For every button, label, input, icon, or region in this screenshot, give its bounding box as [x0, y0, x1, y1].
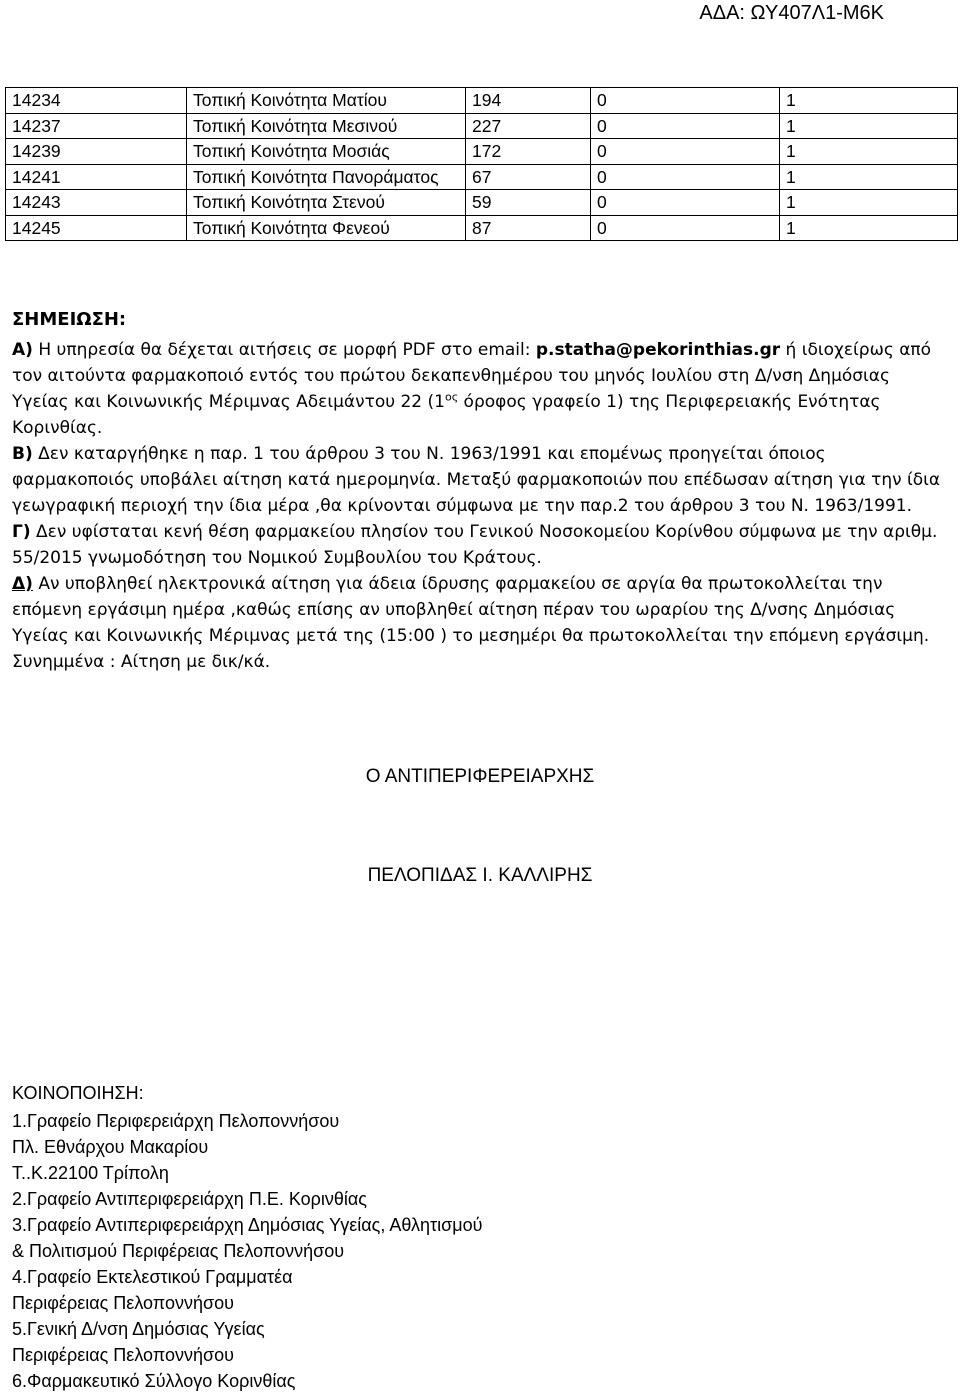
- attachments-line: Συνημμένα : Αίτηση με δικ/κά.: [12, 652, 271, 672]
- note-a-sup: ος: [444, 390, 459, 404]
- table-row: [6, 164, 958, 190]
- table-cell: 14239: [6, 139, 187, 165]
- table-cell: 87: [466, 215, 591, 241]
- table-cell: 0: [591, 113, 780, 139]
- notes-section: [12, 307, 947, 675]
- ada-header: ΑΔΑ: ΩΥ407Λ1-Μ6Κ: [699, 2, 884, 24]
- table-cell: 0: [591, 190, 780, 216]
- table-cell: 227: [466, 113, 591, 139]
- table-cell: 0: [591, 215, 780, 241]
- note-a-label: Α): [12, 340, 33, 360]
- distribution-line: 2.Γραφείο Αντιπεριφερειάρχη Π.Ε. Κορινθίας: [12, 1189, 367, 1209]
- distribution-title: ΚΟΙΝΟΠΟΙΗΣΗ:: [12, 1083, 144, 1103]
- table-cell: 0: [591, 88, 780, 114]
- table-cell: 14245: [6, 215, 187, 241]
- table-cell: Τοπική Κοινότητα Πανοράματος: [187, 164, 466, 190]
- table-cell: Τοπική Κοινότητα Μεσινού: [187, 113, 466, 139]
- distribution-line: 1.Γραφείο Περιφερειάρχη Πελοποννήσου: [12, 1111, 340, 1131]
- note-b-label: Β): [12, 444, 33, 464]
- signature-role: Ο ΑΝΤΙΠΕΡΙΦΕΡΕΙΑΡΧΗΣ: [365, 766, 595, 787]
- table-cell: 1: [780, 190, 958, 216]
- table-cell: 194: [466, 88, 591, 114]
- table-cell: Τοπική Κοινότητα Ματίου: [187, 88, 466, 114]
- table-cell: Τοπική Κοινότητα Στενού: [187, 190, 466, 216]
- distribution-line: 5.Γενική Δ/νση Δημόσιας Υγείας: [12, 1319, 265, 1339]
- table-cell: 172: [466, 139, 591, 165]
- table-cell: 14237: [6, 113, 187, 139]
- note-a-text2: ή ιδιοχείρως από τον αιτούντα φαρμακοποιό εντός του πρώτου δεκαπενθημέρου του μηνός Ιουλίου στη Δ/νση Δημόσιας Υγείας και Κοινωνικής Μέριμνας Αδειμάντου 22 (1: [12, 340, 932, 412]
- table-row: [6, 88, 958, 114]
- table-row: [6, 113, 958, 139]
- distribution-line: 6.Φαρμακευτικό Σύλλογο Κορινθίας: [12, 1371, 296, 1391]
- distribution-list: [12, 1080, 483, 1394]
- table-row: [6, 139, 958, 165]
- email-link[interactable]: p.statha@pekorinthias.gr: [535, 340, 781, 360]
- table-cell: 0: [591, 164, 780, 190]
- table-row: [6, 215, 958, 241]
- table-cell: 1: [780, 139, 958, 165]
- table-cell: 0: [591, 139, 780, 165]
- note-c-text: Δεν υφίσταται κενή θέση φαρμακείου πλησίον του Γενικού Νοσοκομείου Κορίνθου σύμφωνα με την αριθμ. 55/2015 γνωμοδότηση του Νομικού Συμβουλίου του Κράτους.: [12, 522, 938, 568]
- distribution-line: Περιφέρειας Πελοποννήσου: [12, 1293, 234, 1313]
- distribution-line: & Πολιτισμού Περιφέρειας Πελοποννήσου: [12, 1241, 345, 1261]
- table-cell: 67: [466, 164, 591, 190]
- note-a-text3: όροφος γραφείο 1) της Περιφερειακής Ενότητας Κορινθίας.: [12, 392, 881, 438]
- distribution-line: Περιφέρειας Πελοποννήσου: [12, 1345, 234, 1365]
- distribution-line: Τ..Κ.22100 Τρίπολη: [12, 1163, 169, 1183]
- table-cell: 1: [780, 113, 958, 139]
- note-b-text: Δεν καταργήθηκε η παρ. 1 του άρθρου 3 του Ν. 1963/1991 και επομένως προηγείται όποιος φαρμακοποιός υποβάλει αίτηση κατά ημερομηνία. Μεταξύ φαρμακοποιών που επέδωσαν αίτηση για την ίδια γεωγραφική περιοχή την ίδια μέρα ,θα κρίνονται σύμφωνα με την παρ.2 του άρθρου 3 του Ν. 1963/1991.: [12, 444, 941, 516]
- signature-name: ΠΕΛΟΠΙΔΑΣ Ι. ΚΑΛΛΙΡΗΣ: [367, 865, 593, 886]
- table-row: [6, 190, 958, 216]
- note-a-text1: Η υπηρεσία θα δέχεται αιτήσεις σε μορφή PDF στο email:: [32, 340, 536, 360]
- table-cell: 1: [780, 164, 958, 190]
- note-d-text: Αν υποβληθεί ηλεκτρονικά αίτηση για άδεια ίδρυσης φαρμακείου σε αργία θα πρωτοκολλείται την επόμενη εργάσιμη ημέρα ,καθώς επίσης αν υποβληθεί αίτηση πέραν του ωραρίου της Δ/νσης Δημόσιας Υγείας και Κοινωνικής Μέριμνας μετά της (15:00 ) το μεσημέρι θα πρωτοκολλείται την επόμενη εργάσιμη.: [12, 574, 930, 646]
- note-c: [12, 519, 947, 571]
- distribution-line: 4.Γραφείο Εκτελεστικού Γραμματέα: [12, 1267, 293, 1287]
- notes-title: ΣΗΜΕΙΩΣΗ:: [12, 309, 127, 330]
- distribution-line: 3.Γραφείο Αντιπεριφερειάρχη Δημόσιας Υγείας, Αθλητισμού: [12, 1215, 483, 1235]
- note-c-label: Γ): [12, 522, 31, 542]
- note-a: [12, 337, 947, 441]
- table-cell: 59: [466, 190, 591, 216]
- note-b: [12, 441, 947, 519]
- table-cell: 14243: [6, 190, 187, 216]
- distribution-line: Πλ. Εθνάρχου Μακαρίου: [12, 1137, 209, 1157]
- note-d-label: Δ): [12, 574, 33, 594]
- table-cell: 14234: [6, 88, 187, 114]
- table-cell: 14241: [6, 164, 187, 190]
- note-d: [12, 571, 947, 649]
- table-cell: Τοπική Κοινότητα Φενεού: [187, 215, 466, 241]
- table-cell: Τοπική Κοινότητα Μοσιάς: [187, 139, 466, 165]
- pharmacy-areas-table: [5, 87, 958, 241]
- table-cell: 1: [780, 88, 958, 114]
- table-cell: 1: [780, 215, 958, 241]
